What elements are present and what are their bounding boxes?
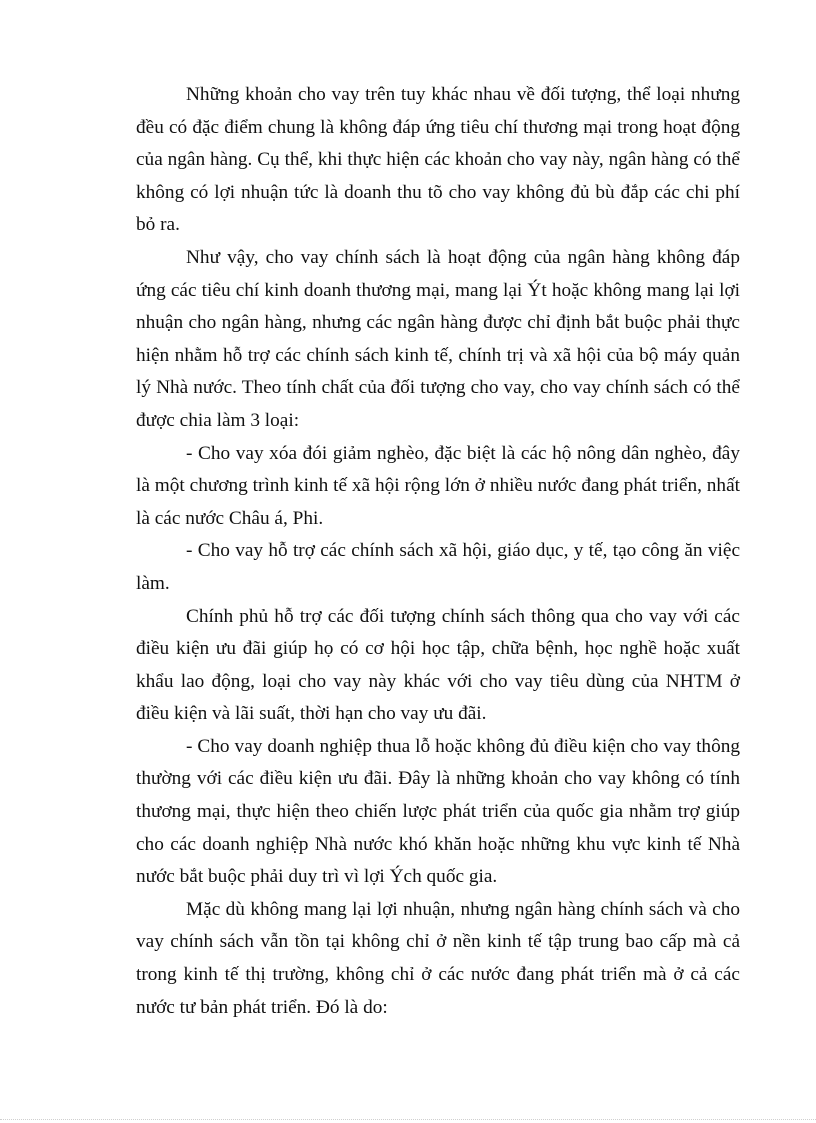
paragraph-1: Những khoản cho vay trên tuy khác nhau về đối tượng, thể loại nhưng đều có đặc điểm chung là không đáp ứng tiêu chí thương mại trong hoạt động của ngân hàng. Cụ thể, khi thực hiện các khoản cho vay này, ngân hàng có thể không có lợi nhuận tức là doanh thu tõ cho vay không đủ bù đắp các chi phí bỏ ra. [136,84,740,236]
paragraph-5: Chính phủ hỗ trợ các đối tượng chính sách thông qua cho vay với các điều kiện ưu đãi giúp họ có cơ hội học tập, chữa bệnh, học nghề hoặc xuất khẩu lao động, loại cho vay này khác với cho vay tiêu dùng của NHTM ở điều kiện và lãi suất, thời hạn cho vay ưu đãi. [136,605,740,725]
page-bottom-rule [0,1119,816,1120]
paragraph-4: - Cho vay hỗ trợ các chính sách xã hội, giáo dục, y tế, tạo công ăn việc làm. [136,540,740,594]
body-text [136,79,740,1024]
paragraph-3: - Cho vay xóa đói giảm nghèo, đặc biệt là các hộ nông dân nghèo, đây là một chương trình kinh tế xã hội rộng lớn ở nhiều nước đang phát triển, nhất là các nước Châu á, Phi. [136,442,740,529]
paragraph-7: Mặc dù không mang lại lợi nhuận, nhưng ngân hàng chính sách và cho vay chính sách vẫn tồn tại không chỉ ở nền kinh tế tập trung bao cấp mà cả trong kinh tế thị trường, không chỉ ở các nước đang phát triển mà ở cả các nước tư bản phát triển. Đó là do: [136,898,740,1018]
paragraph-6: - Cho vay doanh nghiệp thua lỗ hoặc không đủ điều kiện cho vay thông thường với các điều kiện ưu đãi. Đây là những khoản cho vay không có tính thương mại, thực hiện theo chiến lược phát triển của quốc gia nhằm trợ giúp cho các doanh nghiệp Nhà nước khó khăn hoặc những khu vực kinh tế Nhà nước bắt buộc phải duy trì vì lợi Ých quốc gia. [136,735,740,888]
paragraph-2: Như vậy, cho vay chính sách là hoạt động của ngân hàng không đáp ứng các tiêu chí kinh doanh thương mại, mang lại Ýt hoặc không mang lại lợi nhuận cho ngân hàng, nhưng các ngân hàng được chỉ định bắt buộc phải thực hiện nhằm hỗ trợ các chính sách kinh tế, chính trị và xã hội của bộ máy quản lý Nhà nước. Theo tính chất của đối tượng cho vay, cho vay chính sách có thể được chia làm 3 loại: [136,246,740,431]
